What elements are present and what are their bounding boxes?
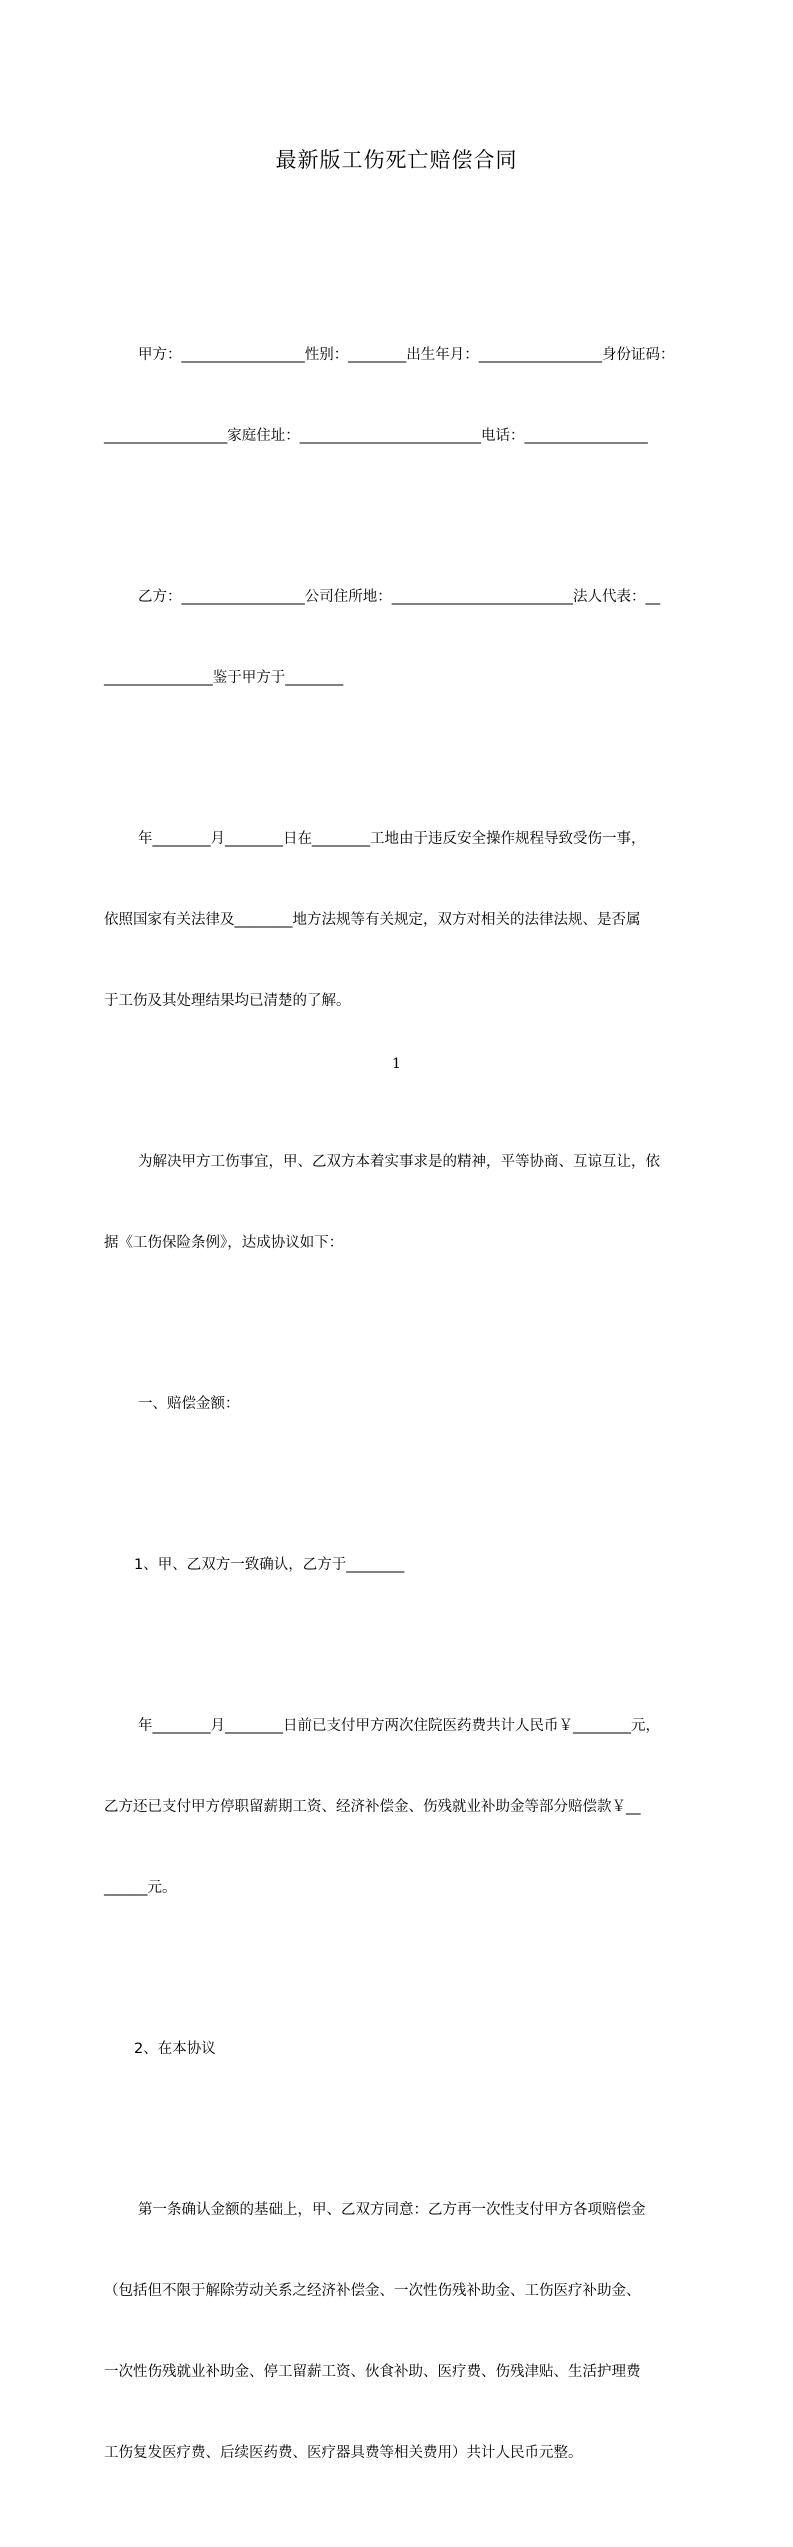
lump-sum-line-3: 一次性伤残就业补助金、停工留薪工资、伙食补助、医疗费、伤残津贴、生活护理费 (104, 2364, 641, 2380)
clause-2-paragraph (104, 1982, 704, 2117)
incident-line-3: 于工伤及其处理结果均已清楚的了解。 (104, 993, 351, 1009)
section-heading-compensation (104, 1337, 704, 1472)
incident-paragraph (104, 772, 704, 1069)
party-b-paragraph (104, 530, 704, 746)
party-a-line-1: 甲方：_________________性别：________出生年月：_________________身份证码： (138, 347, 675, 363)
incident-line-2: 依照国家有关法律及________地方法规等有关规定，双方对相关的法律法规、是否属 (104, 912, 641, 928)
payment-line-2: 乙方还已支付甲方停职留薪期工资、经济补偿金、伤残就业补助金等部分赔偿款￥__ (104, 1799, 641, 1815)
payment-line-1: 年________月________日前已支付甲方两次住院医药费共计人民币￥________元， (138, 1718, 660, 1734)
lump-sum-line-2: （包括但不限于解除劳动关系之经济补偿金、一次性伤残补助金、工伤医疗补助金、 (104, 2283, 641, 2299)
purpose-line-2: 据《工伤保险条例》，达成协议如下： (104, 1235, 344, 1251)
incident-line-1: 年________月________日在________工地由于违反安全操作规程导致受伤一事， (138, 831, 646, 847)
lump-sum-line-1: 第一条确认金额的基础上，甲、乙双方同意：乙方再一次性支付甲方各项赔偿金 (138, 2202, 646, 2218)
lump-sum-line-4: 工伤复发医疗费、后续医药费、医疗器具费等相关费用）共计人民币元整。 (104, 2445, 583, 2461)
clause-1-line-1: 1、甲、乙双方一致确认，乙方于________ (134, 1557, 405, 1573)
document-body (104, 288, 704, 2547)
clause-2-line-1: 2、在本协议 (134, 2041, 216, 2057)
payment-paragraph (104, 1659, 704, 1956)
party-b-line-2: _______________鉴于甲方于________ (104, 670, 344, 686)
document-title: 最新版工伤死亡赔偿合同 (275, 148, 518, 172)
purpose-line-1: 为解决甲方工伤事宜，甲、乙双方本着实事求是的精神，平等协商、互谅互让，依 (138, 1154, 660, 1170)
party-b-line-1: 乙方：_________________公司住所地：_________________________法人代表：__ (138, 589, 660, 605)
clause-1-paragraph (104, 1498, 704, 1633)
page-number: 1 (392, 1056, 401, 1072)
party-a-paragraph (104, 288, 704, 504)
section-heading-text: 一、赔偿金额： (138, 1396, 240, 1412)
party-a-line-2: _________________家庭住址：_________________________电话：_________________ (104, 428, 648, 444)
purpose-paragraph (104, 1095, 704, 1311)
payment-line-3: ______元。 (104, 1880, 177, 1896)
lump-sum-paragraph (104, 2143, 704, 2521)
